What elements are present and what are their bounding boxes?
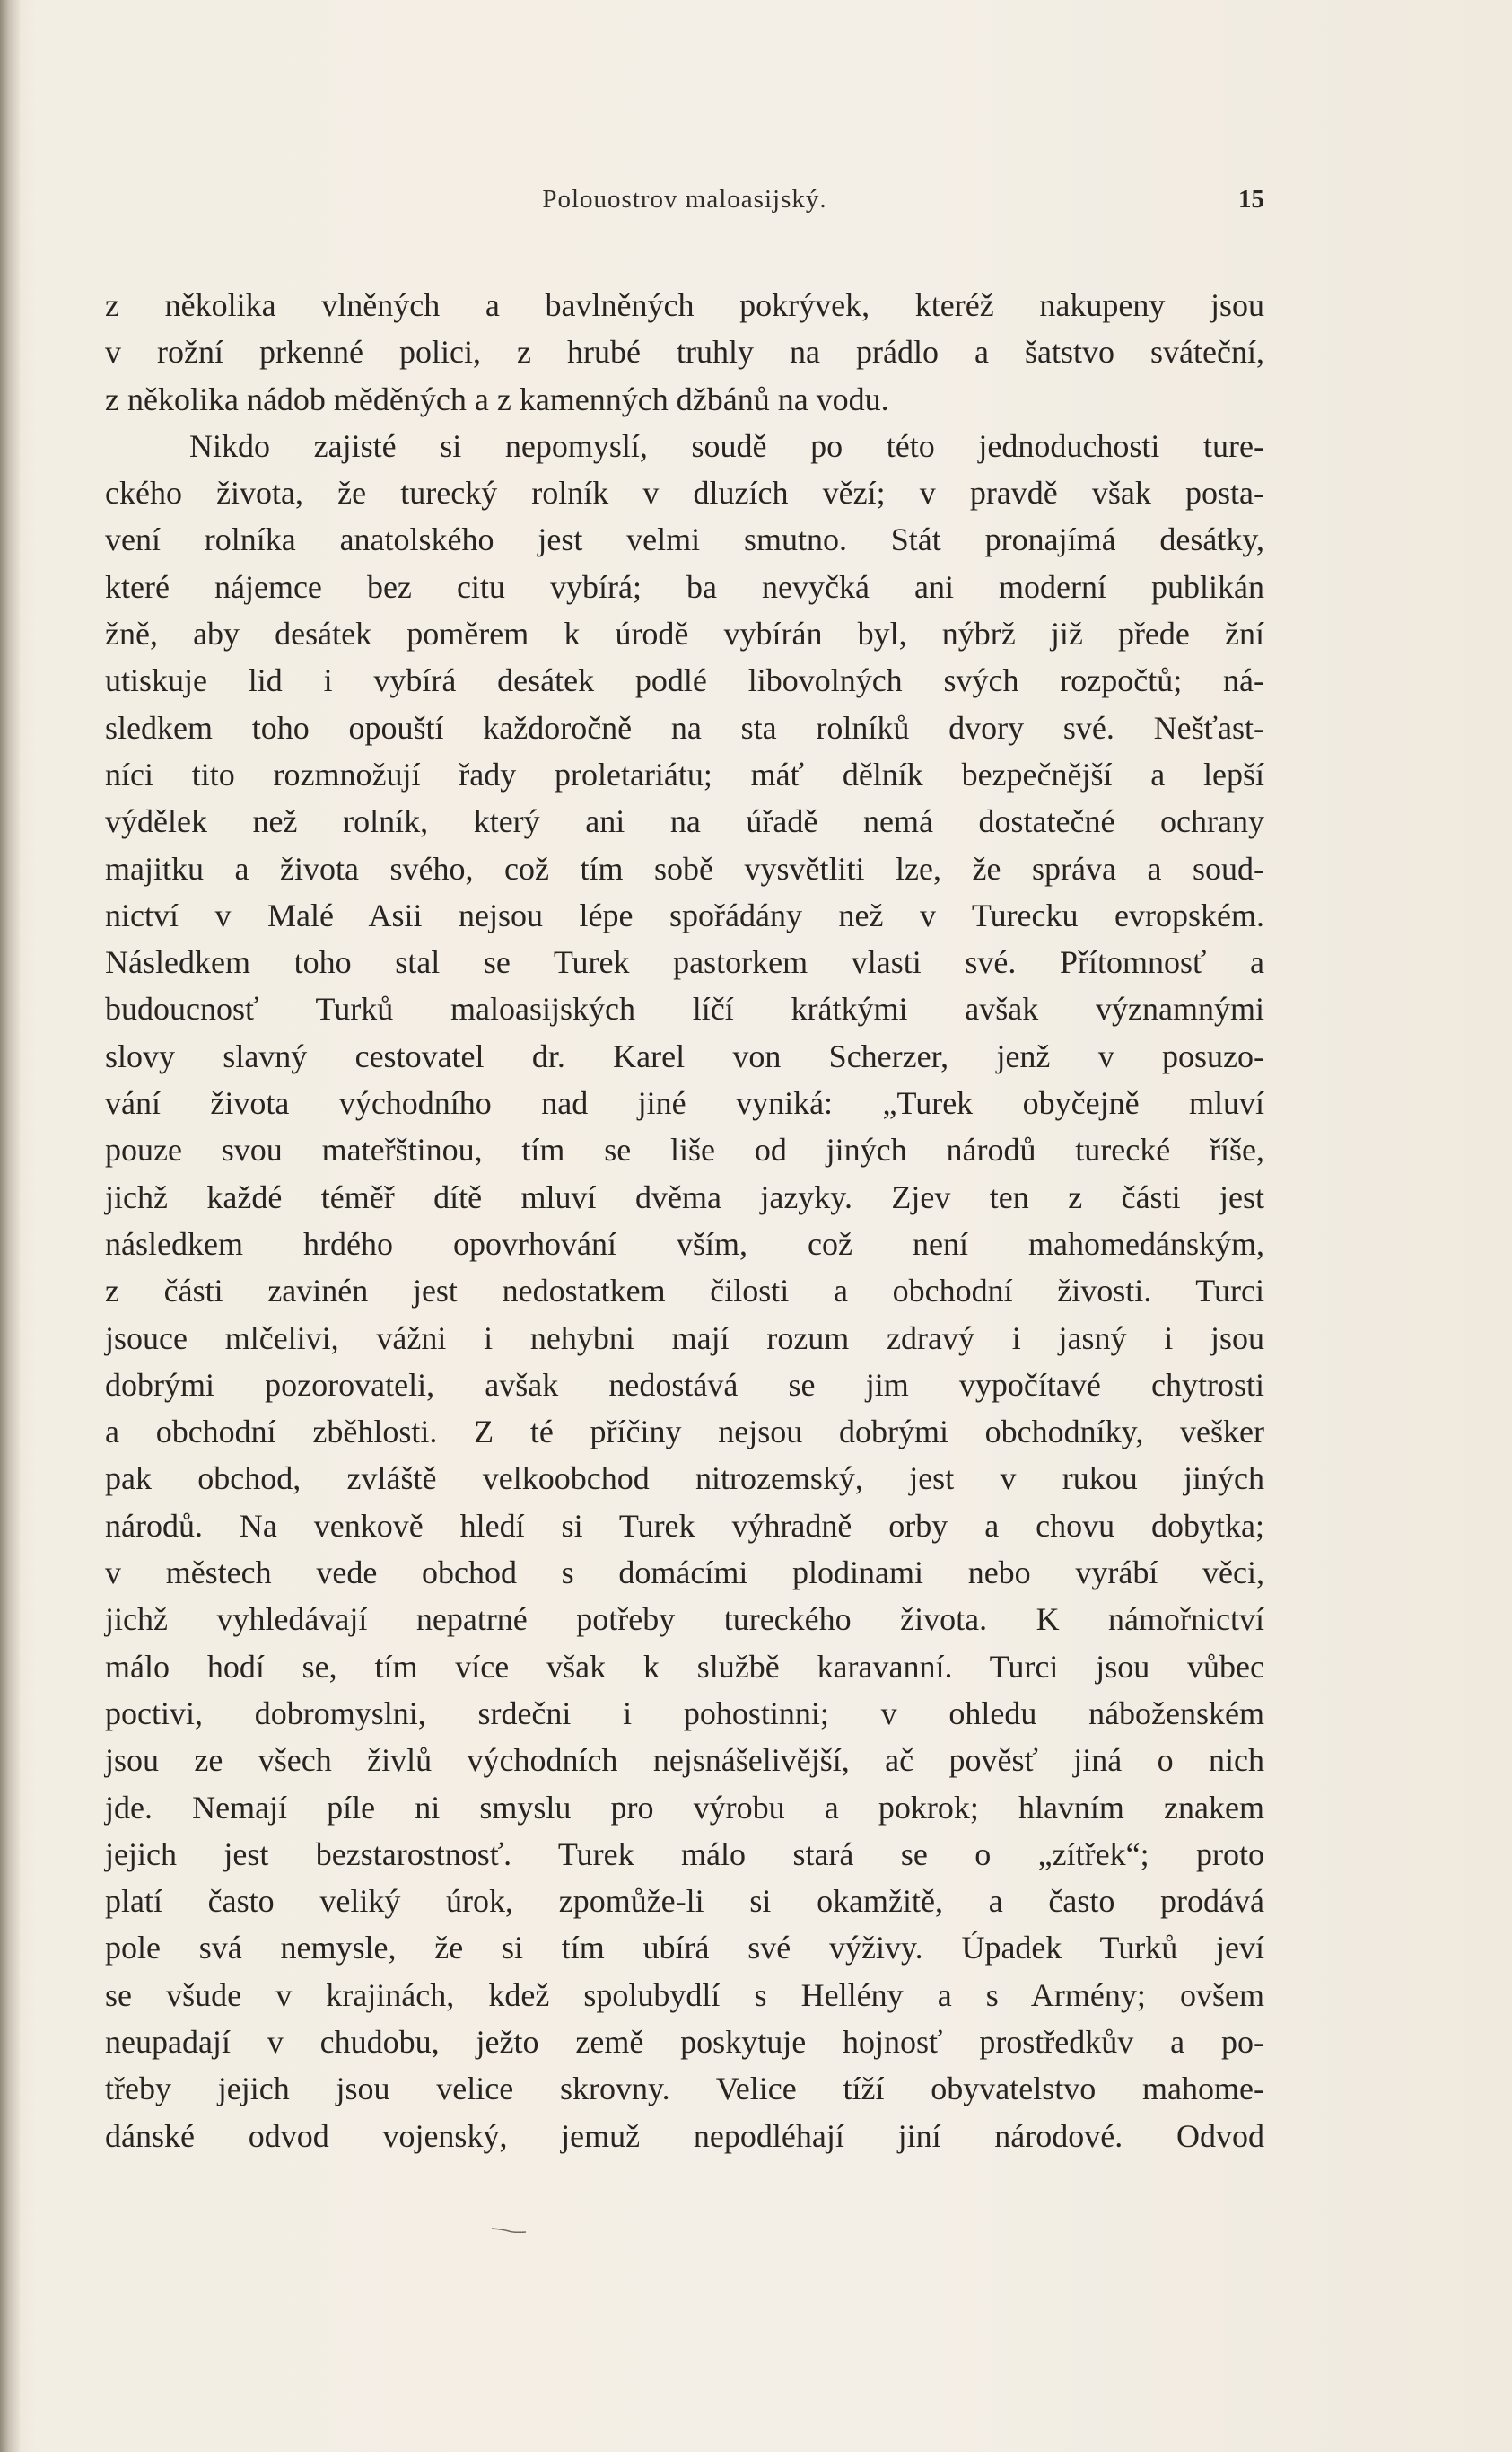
- text-line: následkem hrdého opovrhování vším, což není mahomedánským,: [105, 1225, 1264, 1262]
- text-line: třeby jejich jsou velice skrovny. Velice tíží obyvatelstvo mahome-: [105, 2071, 1264, 2107]
- text-line: jichž každé téměř dítě mluví dvěma jazyky. Zjev ten z části jest: [105, 1178, 1264, 1215]
- text-line: Nikdo zajisté si nepomyslí, soudě po této jednoduchosti ture-: [189, 427, 1264, 464]
- text-line: majitku a života svého, což tím sobě vysvětliti lze, že správa a soud-: [105, 850, 1264, 887]
- text-line: jichž vyhledávají nepatrné potřeby tureckého života. K námořnictví: [105, 1601, 1264, 1638]
- text-line: vání života východního nad jiné vyniká: „Turek obyčejně mluví: [105, 1085, 1264, 1122]
- text-line: a obchodní zběhlosti. Z té příčiny nejsou dobrými obchodníky, vešker: [105, 1414, 1264, 1450]
- text-line: ckého života, že turecký rolník v dluzích vězí; v pravdě však posta-: [105, 475, 1264, 512]
- text-line: slovy slavný cestovatel dr. Karel von Scherzer, jenž v posuzo-: [105, 1038, 1264, 1074]
- text-line: utiskuje lid i vybírá desátek podlé libovolných svých rozpočtů; ná-: [105, 662, 1264, 699]
- text-line: nictví v Malé Asii nejsou lépe spořádány než v Turecku evropském.: [105, 897, 1264, 933]
- page-header: [105, 185, 1264, 224]
- text-line: dánské odvod vojenský, jemuž nepodléhají jiní národové. Odvod: [105, 2117, 1264, 2154]
- body-text: [105, 282, 1264, 2159]
- text-line: jejich jest bezstarostnosť. Turek málo stará se o „zítřek“; proto: [105, 1835, 1264, 1872]
- text-line: platí často veliký úrok, zpomůže-li si okamžitě, a často prodává: [105, 1883, 1264, 1920]
- text-line: dobrými pozorovateli, avšak nedostává se jim vypočítavé chytrosti: [105, 1366, 1264, 1403]
- page-number: 15: [1238, 185, 1264, 214]
- text-line: níci tito rozmnožují řady proletariátu; máť dělník bezpečnější a lepší: [105, 756, 1264, 793]
- pencil-mark: [491, 2228, 527, 2233]
- text-line: pole svá nemysle, že si tím ubírá své výživy. Úpadek Turků jeví: [105, 1930, 1264, 1966]
- text-line: se všude v krajinách, kdež spolubydlí s Hellény a s Armény; ovšem: [105, 1976, 1264, 2013]
- text-line: které nájemce bez citu vybírá; ba nevyčká ani moderní publikán: [105, 568, 1264, 605]
- text-line: vení rolníka anatolského jest velmi smutno. Stát pronajímá desátky,: [105, 521, 1264, 558]
- text-line: jsouce mlčelivi, vážni i nehybni mají rozum zdravý i jasný i jsou: [105, 1319, 1264, 1356]
- text-line: z několika nádob měděných a z kamenných džbánů na vodu.: [105, 381, 889, 417]
- running-title: Polouostrov maloasijský.: [542, 185, 827, 214]
- text-line: z několika vlněných a bavlněných pokrývek, kteréž nakupeny jsou: [105, 287, 1264, 323]
- text-line: pak obchod, zvláště velkoobchod nitrozemský, jest v rukou jiných: [105, 1460, 1264, 1497]
- text-line: výdělek než rolník, který ani na úřadě nemá dostatečné ochrany: [105, 803, 1264, 840]
- text-line: národů. Na venkově hledí si Turek výhradně orby a chovu dobytka;: [105, 1507, 1264, 1544]
- text-line: budoucnosť Turků maloasijských líčí krátkými avšak významnými: [105, 991, 1264, 1028]
- text-line: jde. Nemají píle ni smyslu pro výrobu a pokrok; hlavním znakem: [105, 1789, 1264, 1826]
- text-line: neupadají v chudobu, ježto země poskytuje hojnosť prostředkův a po-: [105, 2023, 1264, 2060]
- text-line: pouze svou mateřštinou, tím se liše od jiných národů turecké říše,: [105, 1132, 1264, 1169]
- text-line: žně, aby desátek poměrem k úrodě vybírán byl, nýbrž již přede žní: [105, 616, 1264, 652]
- text-line: v městech vede obchod s domácími plodinami nebo vyrábí věci,: [105, 1554, 1264, 1591]
- text-line: sledkem toho opouští každoročně na sta rolníků dvory své. Nešťast-: [105, 709, 1264, 746]
- text-line: Následkem toho stal se Turek pastorkem vlasti své. Přítomnosť a: [105, 944, 1264, 981]
- book-spine-shadow: [0, 0, 20, 2452]
- text-line: málo hodí se, tím více však k službě karavanní. Turci jsou vůbec: [105, 1648, 1264, 1685]
- text-line: jsou ze všech živlů východních nejsnášelivější, ač pověsť jiná o nich: [105, 1742, 1264, 1779]
- text-line: poctivi, dobromyslni, srdečni i pohostinni; v ohledu náboženském: [105, 1695, 1264, 1731]
- text-line: v rožní prkenné polici, z hrubé truhly na prádlo a šatstvo sváteční,: [105, 334, 1264, 371]
- text-line: z části zavinén jest nedostatkem čilosti a obchodní živosti. Turci: [105, 1273, 1264, 1309]
